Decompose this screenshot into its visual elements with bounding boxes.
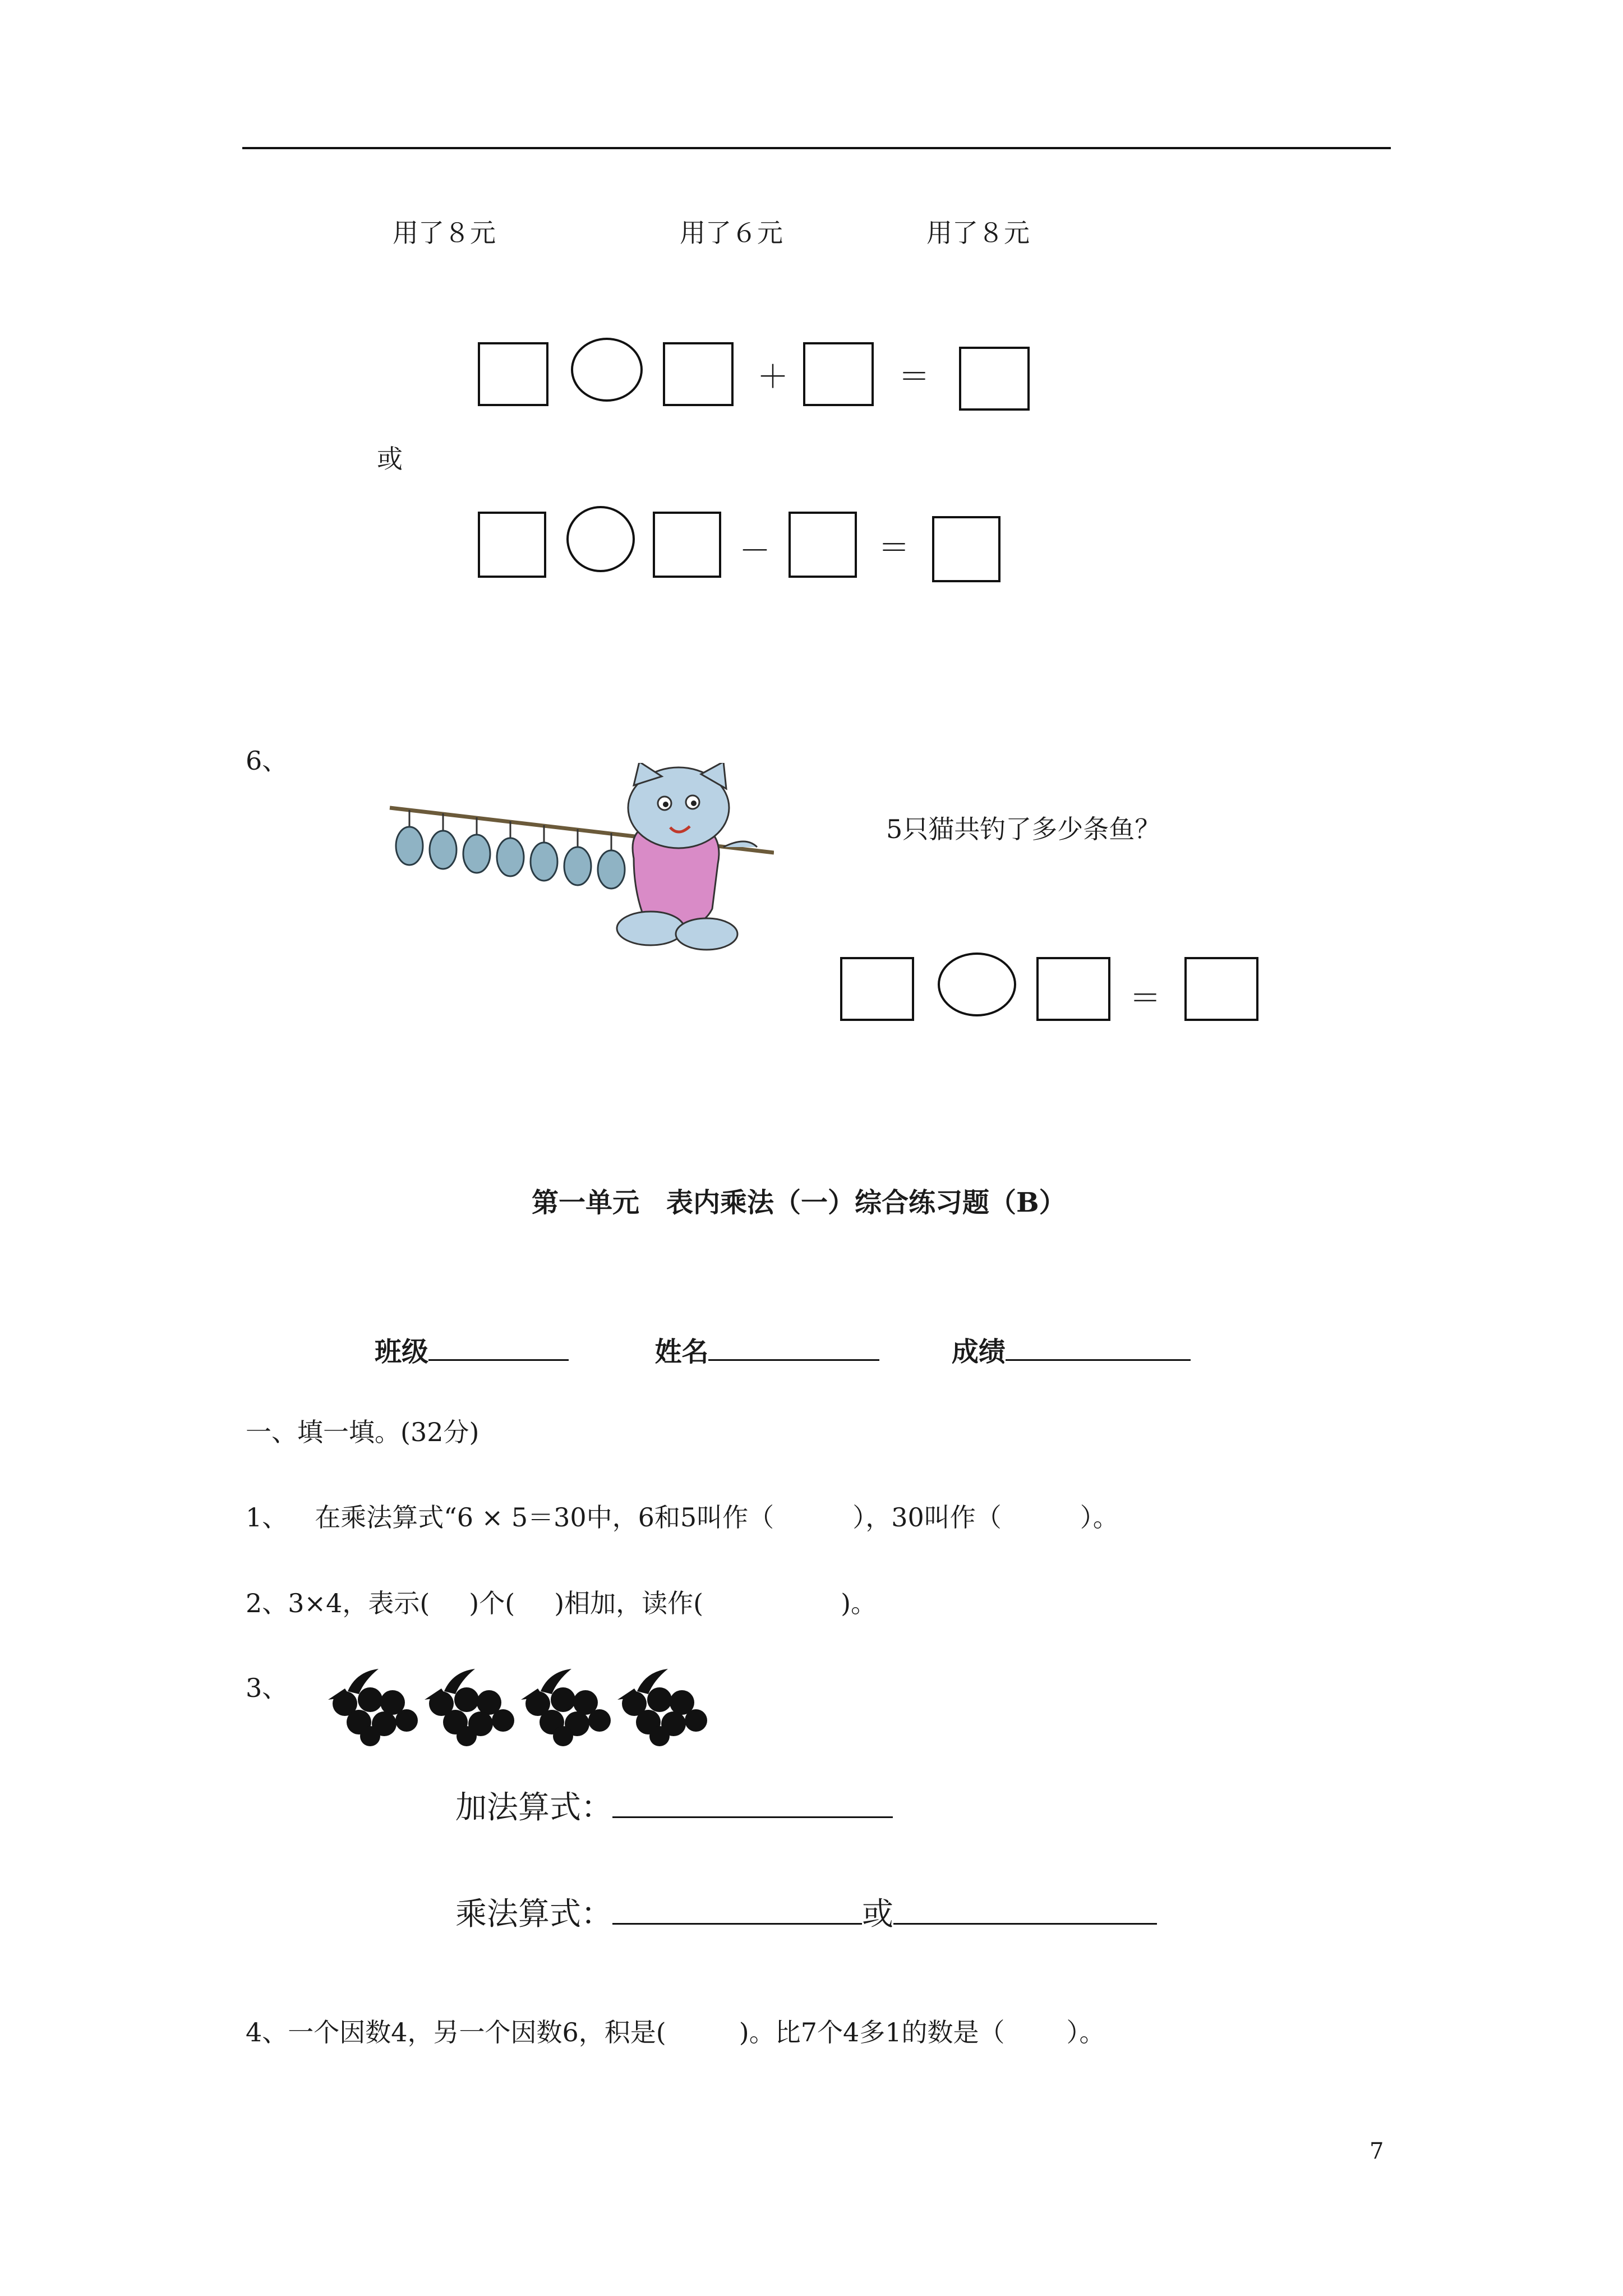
student-info	[375, 1336, 1191, 1368]
question-number: 6、	[246, 746, 288, 776]
score-field[interactable]	[1006, 1359, 1191, 1361]
item-4: 4、一个因数4，另一个因数6，积是( )。比7个4多1的数是（ ）。	[246, 2017, 1105, 2047]
question-6-text: 5只猫共钓了多少条鱼？	[886, 814, 1161, 844]
item-2: 2、3×4，表示( )个( )相加，读作( )。	[246, 1588, 877, 1618]
name-field[interactable]	[708, 1359, 879, 1361]
answer-box[interactable]	[1036, 957, 1110, 1021]
cost-label-2: 用了６元	[680, 218, 783, 248]
cost-label-1: 用了８元	[393, 218, 496, 248]
class-label: 班级	[375, 1336, 429, 1368]
multiplication-label: 乘法算式：	[455, 1896, 612, 1932]
item-1-number: 1、	[246, 1502, 288, 1533]
answer-box[interactable]	[663, 342, 734, 406]
equals-sign: ＝	[878, 530, 910, 567]
item-3-number: 3、	[246, 1673, 288, 1703]
or-text: 或	[862, 1896, 893, 1932]
class-field[interactable]	[428, 1359, 569, 1361]
section-title: 一、填一填。(32分)	[246, 1417, 479, 1447]
page-number: 7	[1370, 2138, 1384, 2164]
operator-circle[interactable]	[938, 953, 1016, 1016]
answer-box[interactable]	[1184, 957, 1258, 1021]
or-label: 或	[377, 444, 403, 474]
answer-box[interactable]	[803, 342, 874, 406]
cherries-illustration	[325, 1669, 712, 1747]
addition-expression	[455, 1789, 893, 1826]
answer-box[interactable]	[959, 347, 1030, 411]
operator-circle[interactable]	[571, 338, 643, 402]
score-label: 成绩	[951, 1336, 1006, 1368]
item-1: 1、 在乘法算式“6 × 5＝30中，6和5叫作（ ），30叫作（ ）。	[246, 1502, 1119, 1533]
answer-box[interactable]	[932, 516, 1000, 582]
unit-title: 第一单元 表内乘法（一）综合练习题（B）	[532, 1187, 1066, 1218]
header-rule	[242, 147, 1391, 149]
equals-sign: ＝	[898, 359, 930, 395]
answer-box[interactable]	[653, 512, 721, 578]
minus-sign: －	[739, 533, 771, 569]
name-label: 姓名	[654, 1336, 709, 1368]
addition-answer-line[interactable]	[612, 1816, 893, 1818]
plus-sign: ＋	[757, 359, 789, 395]
answer-box[interactable]	[478, 342, 548, 406]
multiplication-answer-line[interactable]	[612, 1923, 862, 1925]
cat-fishing-illustration	[387, 763, 774, 956]
cost-label-3: 用了８元	[926, 218, 1030, 248]
answer-box[interactable]	[478, 512, 546, 578]
answer-box[interactable]	[789, 512, 857, 578]
addition-label: 加法算式：	[455, 1789, 612, 1826]
multiplication-expression	[455, 1896, 1157, 1932]
multiplication-answer-line[interactable]	[893, 1923, 1157, 1925]
operator-circle[interactable]	[566, 506, 635, 572]
equals-sign: ＝	[1129, 981, 1161, 1017]
answer-box[interactable]	[840, 957, 914, 1021]
